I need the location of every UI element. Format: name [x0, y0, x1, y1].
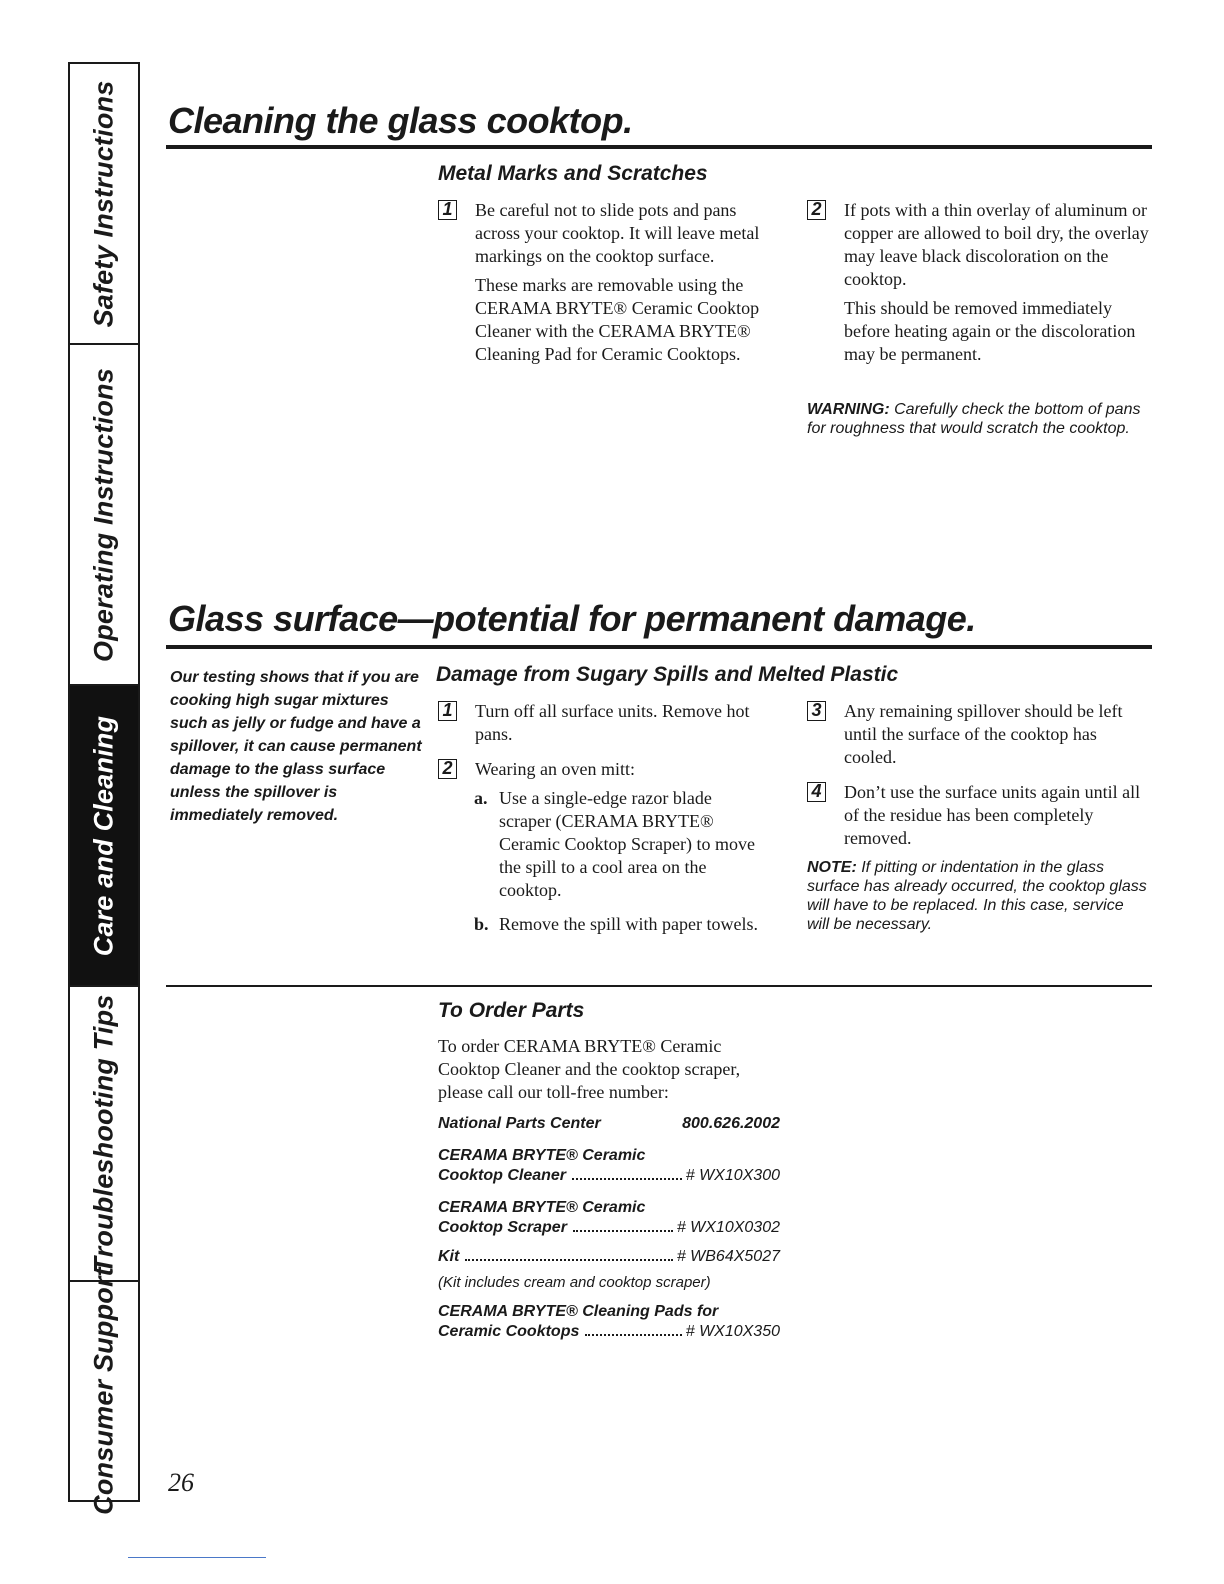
step-text: Be careful not to slide pots and pans across your cooktop. It will leave metal markings on the cooktop surface.	[475, 200, 760, 266]
step-number-box: 2	[438, 759, 457, 779]
tab-safety-instructions[interactable]	[70, 64, 138, 345]
section-title-cleaning: Cleaning the glass cooktop.	[168, 100, 633, 141]
note-callout	[807, 858, 1147, 934]
substep-b	[474, 913, 768, 936]
sugary-spills-step-3	[807, 700, 1147, 775]
step-text: Turn off all surface units. Remove hot pans.	[475, 701, 750, 744]
section-rule	[166, 645, 1152, 649]
page-number: 26	[168, 1468, 194, 1497]
leader-dots	[573, 1230, 673, 1232]
parts-label: CERAMA BRYTE® Ceramic	[438, 1199, 646, 1216]
phone-number: 800.626.2002	[682, 1115, 780, 1132]
metal-marks-step-1	[438, 199, 783, 372]
metal-marks-step-2	[807, 199, 1152, 372]
leader-dots	[465, 1259, 672, 1261]
parts-label: CERAMA BRYTE® Ceramic	[438, 1147, 646, 1164]
tab-operating-instructions[interactable]	[70, 345, 138, 686]
leader-dots	[585, 1334, 681, 1336]
step-text: Wearing an oven mitt:	[475, 759, 636, 779]
parts-label: CERAMA BRYTE® Cleaning Pads for	[438, 1303, 719, 1320]
sugary-spills-step-2	[438, 758, 768, 936]
parts-row-cleaner	[438, 1167, 780, 1190]
sugary-spills-step-1	[438, 700, 768, 752]
warning-label: WARNING:	[807, 401, 890, 418]
section-rule	[166, 985, 1152, 987]
tab-troubleshooting-tips[interactable]	[70, 987, 138, 1282]
parts-label: Ceramic Cooktops	[438, 1323, 580, 1340]
substep-a	[474, 787, 768, 902]
part-number: # WX10X350	[685, 1323, 780, 1340]
substep-text: Remove the spill with paper towels.	[499, 914, 758, 934]
step-text: If pots with a thin overlay of aluminum or copper are allowed to boil dry, the overlay may leave black discoloration on the cooktop.	[844, 200, 1149, 289]
tab-care-and-cleaning[interactable]	[70, 686, 138, 987]
order-parts-intro: To order CERAMA BRYTE® Ceramic Cooktop Cleaner and the cooktop scraper, please call our toll-free number:	[438, 1036, 741, 1102]
step-number-box: 4	[807, 782, 826, 802]
parts-label: Cooktop Cleaner	[438, 1167, 567, 1184]
tab-label: Troubleshooting Tips	[88, 994, 119, 1273]
step-number-box: 1	[438, 701, 457, 721]
tab-consumer-support[interactable]	[70, 1267, 138, 1515]
part-number: # WX10X0302	[676, 1219, 780, 1236]
parts-row-pads	[438, 1323, 780, 1346]
step-number-box: 2	[807, 200, 826, 220]
step-text: Any remaining spillover should be left until the surface of the cooktop has cooled.	[844, 701, 1123, 767]
tab-label: Consumer Support	[88, 1267, 119, 1515]
leader-dots	[572, 1178, 682, 1180]
warning-text: Carefully check the bottom of pans for roughness that would scratch the cooktop.	[807, 401, 1141, 437]
step-text: These marks are removable using the CERAMA BRYTE® Ceramic Cooktop Cleaner with the CERAMA BRYTE® Cleaning Pad for Ceramic Cooktops.	[475, 275, 760, 364]
step-text: This should be removed immediately before heating again or the discoloration may be permanent.	[844, 298, 1136, 364]
sugary-spills-step-4	[807, 781, 1147, 856]
tab-label: Safety Instructions	[88, 80, 119, 327]
parts-row-national-center	[438, 1115, 780, 1138]
section-title-glass-surface: Glass surface—potential for permanent damage.	[168, 598, 976, 639]
footer-line	[128, 1557, 266, 1558]
parts-row-scraper	[438, 1219, 780, 1242]
note-text: If pitting or indentation in the glass surface has already occurred, the cooktop glass will have to be replaced. In this case, service will be necessary.	[807, 859, 1147, 933]
parts-label: National Parts Center	[438, 1115, 601, 1132]
subhead-metal-marks: Metal Marks and Scratches	[438, 162, 708, 185]
step-number-box: 3	[807, 701, 826, 721]
step-text: Don’t use the surface units again until all of the residue has been completely removed.	[844, 782, 1141, 848]
kit-note: (Kit includes cream and cooktop scraper)	[438, 1274, 711, 1291]
step-number-box: 1	[438, 200, 457, 220]
substep-letter: b.	[474, 914, 489, 934]
substep-letter: a.	[474, 788, 488, 808]
note-label: NOTE:	[807, 859, 857, 876]
section-rule	[166, 145, 1152, 149]
warning-callout	[807, 400, 1147, 438]
subhead-sugary-spills: Damage from Sugary Spills and Melted Plastic	[436, 663, 899, 686]
subhead-order-parts: To Order Parts	[438, 999, 585, 1022]
parts-row-kit	[438, 1248, 780, 1271]
tab-label: Care and Cleaning	[88, 715, 119, 956]
parts-list	[438, 1115, 780, 1346]
parts-label: Cooktop Scraper	[438, 1219, 567, 1236]
part-number: # WX10X300	[685, 1167, 780, 1184]
sugar-warning-intro: Our testing shows that if you are cooking high sugar mixtures such as jelly or fudge and have a spillover, it can cause permanent damage to the glass surface unless the spillover is immediately removed.	[170, 669, 422, 824]
tab-label: Operating Instructions	[88, 367, 119, 662]
substep-text: Use a single-edge razor blade scraper (CERAMA BRYTE® Ceramic Cooktop Scraper) to move the spill to a cool area on the cooktop.	[499, 788, 755, 900]
side-tab-nav	[68, 62, 140, 1515]
parts-label: Kit	[438, 1248, 460, 1265]
part-number: # WB64X5027	[676, 1248, 780, 1265]
